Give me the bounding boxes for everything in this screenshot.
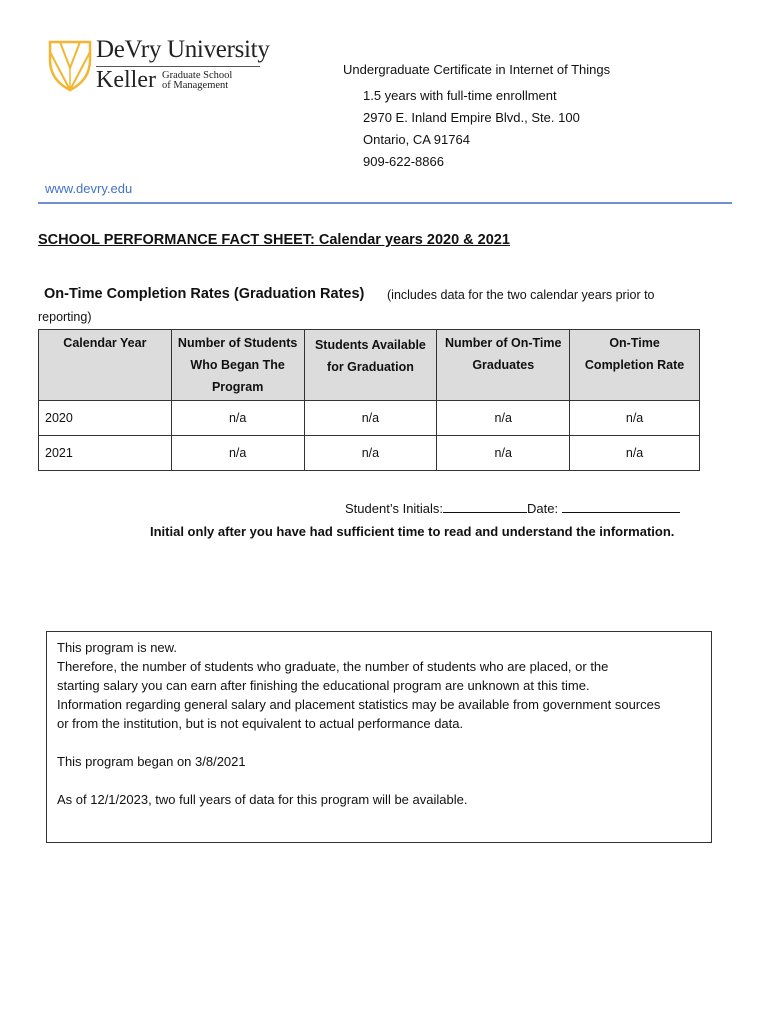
table-row bbox=[39, 436, 700, 471]
table-header-row bbox=[39, 330, 700, 401]
phone-number: 909-622-8866 bbox=[363, 154, 444, 169]
logo-school-sub: Graduate School of Management bbox=[162, 70, 233, 91]
completion-note-cont: reporting) bbox=[38, 310, 92, 324]
col-calendar-year: Calendar Year bbox=[39, 330, 172, 401]
data-availability-note: As of 12/1/2023, two full years of data for this program will be available. bbox=[57, 792, 468, 807]
logo-school-name: Keller bbox=[96, 67, 156, 93]
website-link[interactable]: www.devry.edu bbox=[45, 181, 133, 196]
completion-heading: On-Time Completion Rates (Graduation Rates) bbox=[44, 286, 365, 302]
program-notice-box bbox=[46, 631, 712, 843]
col-on-time-graduates: Number of On-Time Graduates bbox=[437, 330, 570, 401]
address-line-1: 2970 E. Inland Empire Blvd., Ste. 100 bbox=[363, 110, 580, 125]
address-line-2: Ontario, CA 91764 bbox=[363, 132, 470, 147]
cell-available: n/a bbox=[304, 436, 437, 471]
table-row bbox=[39, 401, 700, 436]
date-label: Date: bbox=[527, 501, 559, 516]
completion-rates-table bbox=[38, 329, 700, 471]
col-students-began: Number of Students Who Began The Program bbox=[171, 330, 304, 401]
completion-note: (includes data for the two calendar years prior to bbox=[387, 288, 655, 302]
col-completion-rate: On-Time Completion Rate bbox=[570, 330, 700, 401]
initials-line bbox=[345, 501, 680, 516]
notice-line: This program is new. bbox=[57, 640, 177, 655]
notice-line: starting salary you can earn after finishing the educational program are unknown at this time. bbox=[57, 678, 590, 693]
program-start-date: This program began on 3/8/2021 bbox=[57, 754, 246, 769]
program-title: Undergraduate Certificate in Internet of Things bbox=[343, 62, 611, 77]
program-duration: 1.5 years with full-time enrollment bbox=[363, 88, 557, 103]
logo-university-name: DeVry University bbox=[96, 36, 270, 63]
initials-instruction: Initial only after you have had sufficient time to read and understand the information. bbox=[150, 524, 675, 539]
initials-field[interactable] bbox=[443, 501, 527, 513]
col-students-available: Students Available for Graduation bbox=[304, 330, 437, 401]
header-rule bbox=[38, 202, 732, 204]
notice-line: Information regarding general salary and placement statistics may be available from government sources bbox=[57, 697, 661, 712]
initials-label: Student’s Initials: bbox=[345, 501, 444, 516]
cell-year: 2020 bbox=[39, 401, 172, 436]
page-title: SCHOOL PERFORMANCE FACT SHEET: Calendar years 2020 & 2021 bbox=[38, 232, 510, 248]
cell-year: 2021 bbox=[39, 436, 172, 471]
devry-shield-icon bbox=[46, 38, 94, 94]
cell-began: n/a bbox=[171, 436, 304, 471]
date-field[interactable] bbox=[562, 501, 680, 513]
cell-began: n/a bbox=[171, 401, 304, 436]
cell-rate: n/a bbox=[570, 436, 700, 471]
notice-line: Therefore, the number of students who graduate, the number of students who are placed, or the bbox=[57, 659, 609, 674]
cell-graduates: n/a bbox=[437, 436, 570, 471]
cell-available: n/a bbox=[304, 401, 437, 436]
notice-line: or from the institution, but is not equivalent to actual performance data. bbox=[57, 716, 464, 731]
cell-graduates: n/a bbox=[437, 401, 570, 436]
cell-rate: n/a bbox=[570, 401, 700, 436]
